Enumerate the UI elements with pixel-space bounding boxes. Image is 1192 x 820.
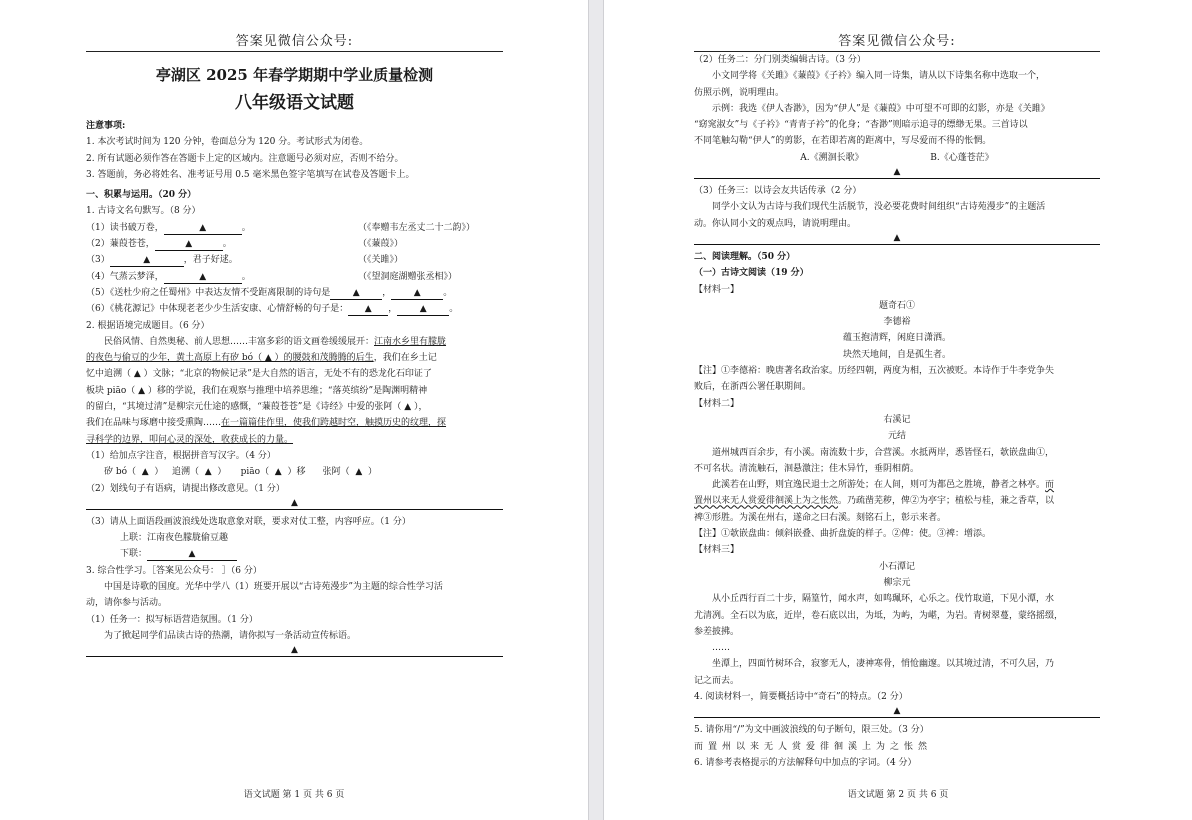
passage-line: 参差披拂。 [694, 626, 740, 637]
question-title: 4. 阅读材料一，简要概括诗中“奇石”的特点。（2 分） [694, 691, 908, 702]
passage-line: 此溪若在山野，则宜逸民退士之所游处；在人间，则可为都邑之胜境，静者之林亭。而 [712, 480, 1055, 491]
annotation: 【注】①欹嵌盘曲：倾斜嵌叠、曲折盘旋的样子。②俾：使。③裨：增添。 [694, 529, 992, 540]
ellipsis-line: …… [712, 643, 730, 654]
passage-line: 板块 piāo（ ▲ ）移的学说，我们在观察与推理中培养思维；“落英缤纷”是陶渊明精神 [86, 385, 428, 396]
poem-source: （《奉赠韦左丞丈二十二韵》） [358, 222, 476, 233]
passage-line: 民俗风情、自然奥秘、前人思想……丰富多彩的语文画卷缓缓展开：江南水乡里有朦胧 [104, 336, 447, 347]
passage-line: 裨③形胜。为溪在州右，遂命之曰右溪。刻铭石上，彰示来者。 [694, 512, 947, 523]
passage-line: 动，请你参与活动。 [86, 598, 168, 609]
page-content [694, 52, 1100, 771]
question-title: 3. 综合性学习。［答案见公众号： ］（6 分） [86, 565, 262, 576]
sub-question: （1）任务一：拟写标语营造氛围。（1 分） [86, 614, 258, 625]
passage-line: 仿照示例，说明理由。 [694, 87, 785, 98]
exam-page-1 [0, 0, 588, 820]
poem-line: 块然天地间，自是孤生者。 [842, 349, 951, 360]
answer-blank[interactable]: ▲ [397, 303, 449, 316]
section-heading: 二、阅读理解。（50 分） [694, 251, 796, 262]
answer-line[interactable]: ▲ [694, 705, 1100, 718]
recitation-item: （6）《桃花源记》中体现老老少少生活安康、心情舒畅的句子是： ▲ ， ▲ 。 [86, 304, 459, 315]
exam-title: 亭湖区 2025 年春学期期中学业质量检测 [155, 66, 434, 84]
passage-line: 尤清冽。全石以为底，近岸，卷石底以出，为坻，为屿，为嵁，为岩。青树翠蔓，蒙络摇缀， [694, 610, 1064, 621]
passage-line: 从小丘西行百二十步，隔篁竹，闻水声，如鸣珮环，心乐之。伐竹取道，下见小潭，水 [712, 594, 1055, 605]
passage-line: 的留白，“其境过清”是柳宗元仕途的感慨，“蒹葭苍苍”是《诗经》中爱的张阿（ ▲ ）， [86, 402, 428, 413]
page-header: 答案见微信公众号: [86, 30, 503, 52]
option-row [767, 150, 1027, 166]
notice-item: 3. 答题前，务必将姓名、准考证号用 0.5 毫米黑色签字笔填写在试卷及答题卡上。 [86, 169, 415, 180]
passage-line: 小文同学将《关雎》《蒹葭》《子衿》编入同一诗集，请从以下诗集名称中选取一个， [712, 71, 1046, 82]
answer-blank[interactable]: ▲ [110, 254, 184, 267]
answer-blank[interactable]: ▲ [348, 303, 388, 316]
prose-author: 元结 [887, 431, 906, 442]
material-label: 【材料一】 [694, 284, 740, 295]
passage-line: 坐潭上，四面竹树环合，寂寥无人，凄神寒骨，悄怆幽邃。以其境过清，不可久居，乃 [712, 659, 1055, 670]
material-label: 【材料三】 [694, 545, 740, 556]
passage-line: “窈窕淑女”与《子衿》“青青子衿”的化身；“杳渺”则暗示追寻的缥缈无果。三首诗以 [694, 120, 1028, 131]
option-b[interactable]: B.《心蓬苍茫》 [930, 152, 994, 163]
page-footer: 语文试题 第 1 页 共 6 页 [243, 790, 345, 800]
wavy-sentence: 而 [1045, 480, 1055, 491]
answer-blank[interactable]: ▲ [330, 287, 382, 300]
material-label: 【材料二】 [694, 398, 740, 409]
answer-line[interactable]: ▲ [694, 232, 1100, 245]
passage-line: 置州以来无人赏爱徘徊溪上为之怅然。乃疏凿芜秽，俾②为亭宇；植松与桂，兼之香草，以 [694, 496, 1055, 507]
recitation-item: （3） ▲ ，君子好逑。 （《关雎》） [86, 252, 503, 268]
passage-line: 忆中追溯（ ▲ ）文脉；“北京的物候记录”是大自然的语言，无处不有的恐龙化石印证了 [86, 369, 432, 380]
question-title: 1. 古诗文名句默写。（8 分） [86, 206, 201, 217]
passage-line: 动。你认同小文的观点吗，请说明理由。 [694, 218, 857, 229]
passage-line: 中国是诗歌的国度。光华中学八（1）班要开展以“古诗苑漫步”为主题的综合性学习活 [104, 582, 443, 593]
underlined-sentence: 的夜色与偷豆的少年，黄土高原上有矽 bó（ ▲ ）的腰鼓和茂腾腾的后生 [86, 353, 374, 364]
answer-line[interactable]: ▲ [694, 166, 1100, 179]
sub-question: （2）划线句子有语病，请提出修改意见。（1 分） [86, 483, 285, 494]
prose-title: 小石潭记 [878, 561, 915, 572]
question-title: 6. 请参考表格提示的方法解释句中加点的字词。（4 分） [694, 757, 917, 768]
page-content [86, 62, 503, 661]
question-title: 2. 根据语境完成题目。（6 分） [86, 320, 210, 331]
sub-question: （1）给加点字注音，根据拼音写汉字。（4 分） [86, 450, 276, 461]
wavy-sentence: 置州以来无人赏爱徘徊溪上为之怅然 [694, 496, 839, 507]
sub-question: （3）任务三：以诗会友共话传承（2 分） [694, 186, 862, 197]
segmentation-sentence[interactable]: 而置州以来无人赏爱徘徊溪上为之怅然 [694, 741, 933, 752]
answer-blank[interactable]: ▲ [147, 548, 237, 561]
poem-source: （《关雎》） [358, 255, 404, 266]
couplet-lower: 下联： ▲ [86, 546, 503, 562]
passage-line: 不同笔触勾勒“伊人”的剪影，在若即若离的距离中，写尽爱而不得的怅惘。 [694, 136, 992, 147]
section-heading: 一、积累与运用。（20 分） [86, 190, 197, 201]
poem-line: 蕴玉抱清辉，闲庭日潇洒。 [842, 333, 951, 344]
page-gutter [588, 0, 604, 820]
recitation-item: （2）蒹葭苍苍， ▲ 。 （《蒹葭》） [86, 236, 503, 252]
passage-line: 我们在品味与琢磨中接受熏陶……在一篇篇佳作里，使我们跨越时空，触摸历史的纹理，探 [86, 418, 447, 429]
couplet-upper: 上联：江南夜色朦胧偷豆趣 [120, 533, 229, 544]
option-a[interactable]: A.《溯洄长歌》 [800, 152, 864, 163]
notice-item: 2. 所有试题必须作答在答题卡上定的区域内。注意题号必须对应，否则不给分。 [86, 153, 404, 164]
prose-author: 柳宗元 [883, 577, 911, 588]
subsection-heading: （一）古诗文阅读（19 分） [694, 268, 809, 279]
annotation: 败后，在浙西公署任职期间。 [694, 382, 812, 393]
poem-title: 题奇石① [878, 300, 915, 311]
passage-line: 不可名状。清流触石，洄悬激注；佳木异竹，垂阴相荫。 [694, 463, 920, 474]
passage-line: 记之而去。 [694, 675, 740, 686]
answer-blank[interactable]: ▲ [164, 222, 242, 235]
passage-line: 的夜色与偷豆的少年，黄土高原上有矽 bó（ ▲ ）的腰鼓和茂腾腾的后生，我们在乡土记 [86, 353, 437, 364]
question-title: 5. 请你用“/”为文中画波浪线的句子断句，限三处。（3 分） [694, 725, 929, 736]
pinyin-answers[interactable]: 矽 bó（ ▲ ） 追溯（ ▲ ） piāo（ ▲ ）移 张阿（ ▲ ） [104, 467, 377, 478]
sub-question: （2）任务二：分门别类编辑古诗。（3 分） [694, 55, 866, 65]
recitation-item: （1）读书破万卷， ▲ 。 （《奉赠韦左丞丈二十二韵》） [86, 220, 503, 236]
underlined-sentence: 寻科学的边界，叩问心灵的深处，收获成长的力量。 [86, 434, 294, 445]
sub-question: （3）请从上面语段画波浪线处选取意象对联，要求对仗工整，内容呼应。（1 分） [86, 516, 411, 527]
underlined-sentence: 在一篇篇佳作里，使我们跨越时空，触摸历史的纹理，探 [221, 418, 447, 429]
answer-blank[interactable]: ▲ [155, 238, 223, 251]
page-footer: 语文试题 第 2 页 共 6 页 [847, 790, 949, 800]
answer-line[interactable]: ▲ [86, 497, 503, 510]
prose-title: 右溪记 [883, 414, 911, 425]
passage-line: 为了掀起同学们品读古诗的热潮，请你拟写一条活动宣传标语。 [104, 630, 357, 641]
answer-blank[interactable]: ▲ [164, 271, 242, 284]
passage-line: 示例：我选《伊人杳渺》，因为“伊人”是《蒹葭》中可望不可即的幻影，亦是《关雎》 [712, 103, 1050, 114]
passage-line [86, 432, 503, 448]
answer-blank[interactable]: ▲ [391, 287, 443, 300]
answer-line[interactable]: ▲ [86, 644, 503, 657]
recitation-item: （4）气蒸云梦泽， ▲ 。 （《望洞庭湖赠张丞相》） [86, 269, 503, 285]
passage-line: 道州城西百余步，有小溪。南流数十步，合营溪。水抵两岸，悉皆怪石，欹嵌盘曲①， [712, 447, 1055, 458]
annotation: 【注】①李德裕：晚唐著名政治家。历经四朝，两度为相，五次被贬。本诗作于牛李党争失 [694, 366, 1055, 377]
exam-subtitle: 八年级语文试题 [235, 93, 354, 113]
poem-source: （《望洞庭湖赠张丞相》） [358, 271, 458, 282]
notice-title: 注意事项: [86, 121, 126, 131]
page-header: 答案见微信公众号: [694, 30, 1100, 52]
passage-line: 同学小文认为古诗与我们现代生活脱节，没必要花费时间组织“古诗苑漫步”的主题活 [712, 202, 1046, 213]
poem-author: 李德裕 [883, 317, 911, 328]
poem-source: （《蒹葭》） [358, 239, 404, 250]
notice-item: 1. 本次考试时间为 120 分钟，卷面总分为 120 分。考试形式为闭卷。 [86, 137, 369, 148]
underlined-sentence: 江南水乡里有朦胧 [374, 336, 447, 347]
exam-page-2 [604, 0, 1192, 820]
recitation-item: （5）《送杜少府之任蜀州》中表达友情不受距离限制的诗句是 ▲ ， ▲ 。 [86, 287, 453, 298]
